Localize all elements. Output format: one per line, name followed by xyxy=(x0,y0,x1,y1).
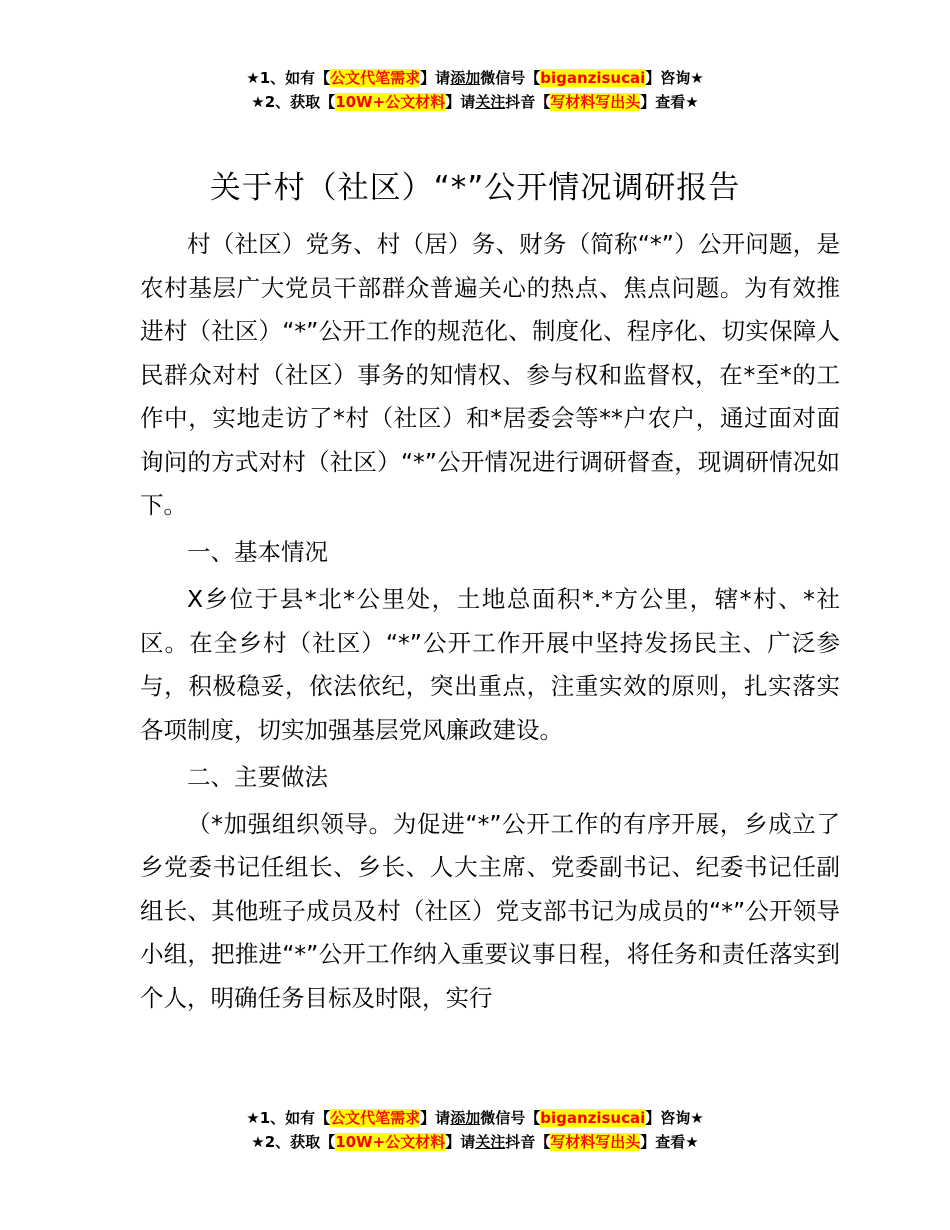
section-heading-1: 一、基本情况 xyxy=(187,538,328,566)
footer-banner xyxy=(0,1106,950,1154)
highlight-materials: 10W+公文材料 xyxy=(335,1133,446,1151)
highlight-service: 公文代笔需求 xyxy=(330,69,421,87)
paragraph-methods: （*加强组织领导。为促进“*”公开工作的有序开展，乡成立了乡党委书记任组长、乡长、人大主席、党委副书记、纪委书记任副组长、其他班子成员及村（社区）党支部书记为成员的“*”公开领导小组，把推进“*”公开工作纳入重要议事日程，将任务和责任落实到个人，明确任务目标及时限，实行 xyxy=(140,809,840,1012)
banner-line-1: ★1、如有【公文代笔需求】请添加微信号【biganzisucai】咨询★ xyxy=(246,1109,704,1127)
document-title: 关于村（社区）“*”公开情况调研报告 xyxy=(209,170,741,206)
banner-line-2: ★2、获取【10W+公文材料】请关注抖音【写材料写出头】查看★ xyxy=(251,1133,699,1151)
highlight-wechat-id: biganzisucai xyxy=(540,69,646,87)
highlight-douyin: 写材料写出头 xyxy=(550,93,641,111)
paragraph-intro: 村（社区）党务、村（居）务、财务（简称“*”）公开问题，是农村基层广大党员干部群众普遍关心的热点、焦点问题。为有效推进村（社区）“*”公开工作的规范化、制度化、程序化、切实保障人民群众对村（社区）事务的知情权、参与权和监督权，在*至*的工作中，实地走访了*村（社区）和*居委会等**户农户，通过面对面询问的方式对村（社区）“*”公开情况进行调研督查，现调研情况如下。 xyxy=(140,230,840,519)
highlight-wechat-id: biganzisucai xyxy=(540,1109,646,1127)
highlight-service: 公文代笔需求 xyxy=(330,1109,421,1127)
paragraph-basic: X乡位于县*北*公里处，土地总面积*.*方公里，辖*村、*社区。在全乡村（社区）“*”公开工作开展中坚持发扬民主、广泛参与，积极稳妥，依法依纪，突出重点，注重实效的原则，扎实落实各项制度，切实加强基层党风廉政建设。 xyxy=(140,585,840,744)
banner-line-1: ★1、如有【公文代笔需求】请添加微信号【biganzisucai】咨询★ xyxy=(246,69,704,87)
header-banner xyxy=(0,66,950,114)
banner-line-2: ★2、获取【10W+公文材料】请关注抖音【写材料写出头】查看★ xyxy=(251,93,699,111)
highlight-douyin: 写材料写出头 xyxy=(550,1133,641,1151)
highlight-materials: 10W+公文材料 xyxy=(335,93,446,111)
document-body xyxy=(140,223,840,1024)
section-heading-2: 二、主要做法 xyxy=(187,762,328,791)
